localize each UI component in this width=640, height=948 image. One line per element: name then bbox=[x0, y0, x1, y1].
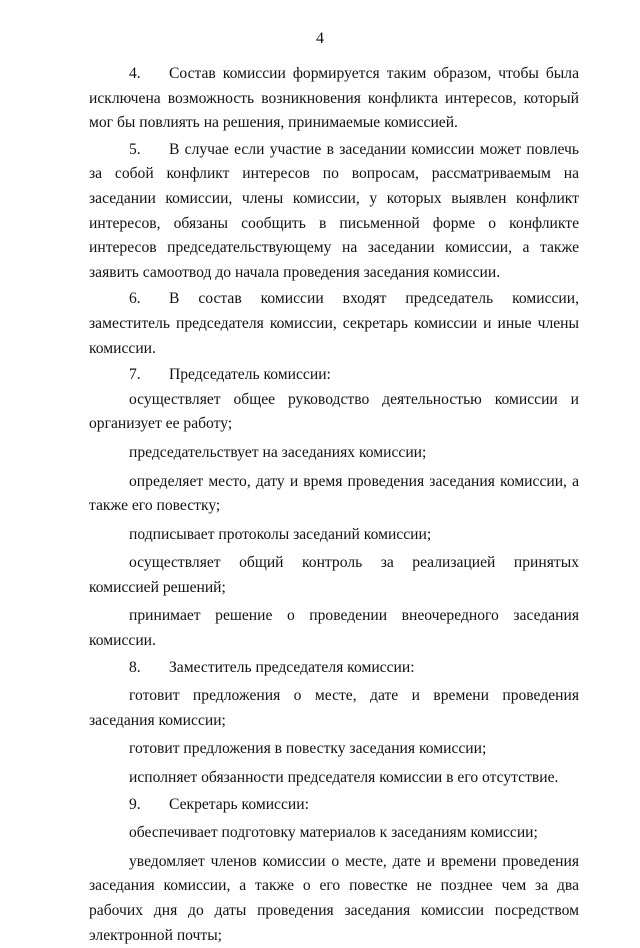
paragraph-number: 9. bbox=[129, 795, 141, 813]
paragraph-text: Председатель комиссии: bbox=[169, 366, 331, 384]
paragraph-text: В состав комиссии входят председатель комиссии, заместитель председателя комиссии, секретарь комиссии и иные члены комиссии. bbox=[89, 290, 579, 357]
duty-item: подписывает протоколы заседаний комиссии; bbox=[129, 525, 432, 543]
duty-item: обеспечивает подготовку материалов к заседаниям комиссии; bbox=[129, 824, 538, 842]
duty-item: уведомляет членов комиссии о месте, дате и времени проведения заседания комиссии, а также о его повестке не позднее чем за два рабочих дня до даты проведения заседания комиссии посредством электронной почты; bbox=[89, 852, 579, 944]
duty-item: осуществляет общее руководство деятельностью комиссии и организует ее работу; bbox=[89, 390, 579, 433]
duty-item: принимает решение о проведении внеочередного заседания комиссии. bbox=[89, 607, 579, 650]
paragraph-6 bbox=[89, 287, 579, 361]
paragraph-text: Состав комиссии формируется таким образом, чтобы была исключена возможность возникновения конфликта интересов, который мог бы повлиять на решения, принимаемые комиссией. bbox=[89, 65, 579, 132]
paragraph-number: 6. bbox=[129, 290, 141, 308]
paragraph-number: 7. bbox=[129, 366, 141, 384]
paragraph-text: В случае если участие в заседании комиссии может повлечь за собой конфликт интересов по вопросам, рассматриваемым на заседании комиссии, члены комиссии, у которых выявлен конфликт интересов, обязаны сообщить в письменной форме о конфликте интересов председательствующему на заседании комиссии, а также заявить самоотвод до начала проведения заседания комиссии. bbox=[89, 140, 579, 281]
paragraph-9 bbox=[89, 793, 579, 818]
paragraph-number: 5. bbox=[129, 140, 141, 158]
document-body bbox=[89, 62, 579, 948]
duty-item: готовит предложения о месте, дате и времени проведения заседания комиссии; bbox=[89, 687, 579, 729]
paragraph-number: 8. bbox=[129, 658, 141, 676]
paragraph-5 bbox=[89, 138, 579, 286]
duty-item: исполняет обязанности председателя комиссии в его отсутствие. bbox=[129, 769, 559, 787]
paragraph-8 bbox=[89, 656, 579, 681]
duty-item: осуществляет общий контроль за реализацией принятых комиссией решений; bbox=[89, 554, 579, 596]
duty-item: определяет место, дату и время проведения заседания комиссии, а также его повестку; bbox=[89, 472, 579, 515]
paragraph-number: 4. bbox=[129, 65, 141, 82]
duty-item: председательствует на заседаниях комиссии; bbox=[129, 443, 427, 461]
duty-item: готовит предложения в повестку заседания комиссии; bbox=[129, 740, 487, 758]
page-number: 4 bbox=[316, 30, 324, 47]
paragraph-text: Заместитель председателя комиссии: bbox=[169, 658, 415, 676]
paragraph-text: Секретарь комиссии: bbox=[169, 795, 309, 813]
paragraph-7 bbox=[89, 363, 579, 388]
paragraph-4 bbox=[89, 62, 579, 136]
